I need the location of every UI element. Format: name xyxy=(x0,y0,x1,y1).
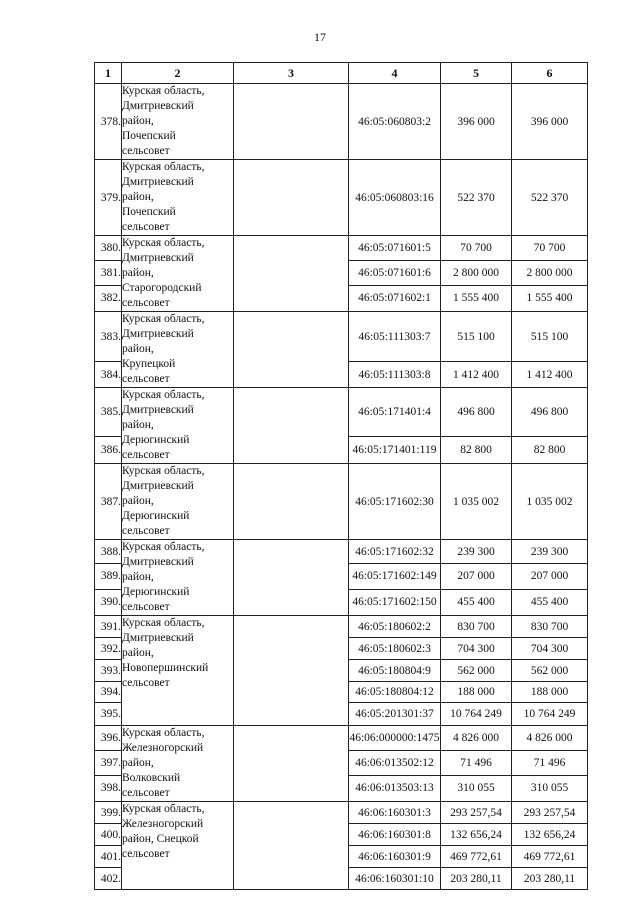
region-line: Курская область, xyxy=(122,727,205,739)
value-col-6: 562 000 xyxy=(512,660,588,682)
cadastral-number: 46:05:111303:8 xyxy=(349,362,441,388)
region-line: Курская область, xyxy=(122,237,205,249)
value-col-5: 207 000 xyxy=(441,564,512,589)
region-line: Курская область, xyxy=(122,617,205,629)
column-3-cell xyxy=(234,312,349,388)
column-3-cell xyxy=(234,160,349,236)
region-line: район, xyxy=(122,343,154,355)
value-col-6: 1 555 400 xyxy=(512,285,588,311)
value-col-6: 469 772,61 xyxy=(512,846,588,868)
header-col-6: 6 xyxy=(512,63,588,84)
region-line: сельсовет xyxy=(122,449,170,461)
region-line: Курская область, xyxy=(122,541,205,553)
value-col-5: 70 700 xyxy=(441,236,512,261)
value-col-5: 396 000 xyxy=(441,84,512,160)
table-body xyxy=(95,84,588,890)
row-number: 386. xyxy=(95,436,122,463)
cadastral-number: 46:06:160301:8 xyxy=(349,824,441,846)
table-header-row xyxy=(95,63,588,84)
region-cell xyxy=(122,802,234,890)
column-3-cell xyxy=(234,464,349,540)
cadastral-number: 46:05:201301:37 xyxy=(349,703,441,726)
cadastral-number: 46:05:111303:7 xyxy=(349,312,441,362)
table-row xyxy=(95,616,588,638)
row-number: 390. xyxy=(95,589,122,616)
value-col-5: 1 035 002 xyxy=(441,464,512,540)
column-3-cell xyxy=(234,726,349,802)
value-col-5: 496 800 xyxy=(441,388,512,437)
region-line: Курская область, xyxy=(122,85,205,97)
region-line: сельсовет xyxy=(122,787,170,799)
cadastral-number: 46:06:160301:9 xyxy=(349,846,441,868)
column-3-cell xyxy=(234,236,349,312)
table-row xyxy=(95,312,588,362)
value-col-6: 239 300 xyxy=(512,540,588,564)
region-line: Курская область, xyxy=(122,465,205,477)
region-line: Дмитриевский xyxy=(122,556,194,568)
region-line: Дерюгинский xyxy=(122,434,190,446)
region-cell xyxy=(122,84,234,160)
row-number: 391. xyxy=(95,616,122,638)
region-line: Дмитриевский xyxy=(122,404,194,416)
region-line: район, xyxy=(122,191,154,203)
value-col-5: 522 370 xyxy=(441,160,512,236)
value-col-6: 203 280,11 xyxy=(512,868,588,890)
row-number: 401. xyxy=(95,846,122,868)
table-row xyxy=(95,464,588,540)
region-line: Дмитриевский xyxy=(122,480,194,492)
table-row xyxy=(95,236,588,261)
cadastral-number: 46:05:171602:149 xyxy=(349,564,441,589)
region-line: Дерюгинский xyxy=(122,586,190,598)
row-number: 380. xyxy=(95,236,122,261)
region-line: Дмитриевский xyxy=(122,176,194,188)
value-col-5: 830 700 xyxy=(441,616,512,638)
region-line: район, xyxy=(122,571,154,583)
cadastral-number: 46:05:171602:150 xyxy=(349,589,441,616)
cadastral-number: 46:06:160301:3 xyxy=(349,802,441,824)
region-line: сельсовет xyxy=(122,297,170,309)
row-number: 399. xyxy=(95,802,122,824)
value-col-6: 522 370 xyxy=(512,160,588,236)
land-parcel-table xyxy=(94,62,588,890)
table-row xyxy=(95,160,588,236)
region-line: Курская область, xyxy=(122,161,205,173)
cadastral-number: 46:05:180804:12 xyxy=(349,682,441,703)
region-line: район, xyxy=(122,757,154,769)
value-col-5: 310 055 xyxy=(441,775,512,802)
region-line: район, xyxy=(122,419,154,431)
cadastral-number: 46:05:071602:1 xyxy=(349,285,441,311)
row-number: 382. xyxy=(95,285,122,311)
region-line: Волковский xyxy=(122,772,181,784)
row-number: 385. xyxy=(95,388,122,437)
value-col-5: 469 772,61 xyxy=(441,846,512,868)
cadastral-number: 46:05:171401:4 xyxy=(349,388,441,437)
value-col-6: 496 800 xyxy=(512,388,588,437)
value-col-6: 132 656,24 xyxy=(512,824,588,846)
value-col-5: 132 656,24 xyxy=(441,824,512,846)
header-col-5: 5 xyxy=(441,63,512,84)
region-line: Дмитриевский xyxy=(122,252,194,264)
region-cell xyxy=(122,312,234,388)
value-col-6: 515 100 xyxy=(512,312,588,362)
page-number: 17 xyxy=(314,30,326,44)
row-number: 383. xyxy=(95,312,122,362)
table-row xyxy=(95,540,588,564)
region-line: район, xyxy=(122,495,154,507)
region-line: Дмитриевский xyxy=(122,632,194,644)
region-line: Старогородский xyxy=(122,282,202,294)
value-col-5: 293 257,54 xyxy=(441,802,512,824)
column-3-cell xyxy=(234,802,349,890)
value-col-6: 293 257,54 xyxy=(512,802,588,824)
row-number: 381. xyxy=(95,261,122,285)
value-col-6: 455 400 xyxy=(512,589,588,616)
region-line: Почепский xyxy=(122,206,176,218)
header-col-2: 2 xyxy=(122,63,234,84)
region-cell xyxy=(122,236,234,312)
value-col-6: 310 055 xyxy=(512,775,588,802)
table-row xyxy=(95,388,588,437)
value-col-5: 515 100 xyxy=(441,312,512,362)
value-col-6: 71 496 xyxy=(512,751,588,775)
region-line: Новопершинский xyxy=(122,662,209,674)
cadastral-number: 46:05:071601:6 xyxy=(349,261,441,285)
region-line: Почепский xyxy=(122,130,176,142)
cadastral-number: 46:05:171602:30 xyxy=(349,464,441,540)
region-cell xyxy=(122,388,234,464)
cadastral-number: 46:05:071601:5 xyxy=(349,236,441,261)
region-line: район, xyxy=(122,267,154,279)
value-col-5: 455 400 xyxy=(441,589,512,616)
value-col-6: 70 700 xyxy=(512,236,588,261)
region-line: сельсовет xyxy=(122,601,170,613)
region-line: Дмитриевский xyxy=(122,100,194,112)
region-cell xyxy=(122,464,234,540)
cadastral-number: 46:06:013503:13 xyxy=(349,775,441,802)
value-col-5: 82 800 xyxy=(441,436,512,463)
row-number: 389. xyxy=(95,564,122,589)
region-line: сельсовет xyxy=(122,373,170,385)
table-row xyxy=(95,802,588,824)
row-number: 395. xyxy=(95,703,122,726)
row-number: 396. xyxy=(95,726,122,751)
cadastral-number: 46:06:000000:1475 xyxy=(349,726,441,751)
column-3-cell xyxy=(234,388,349,464)
cadastral-number: 46:05:171401:119 xyxy=(349,436,441,463)
region-line: Дерюгинский xyxy=(122,510,190,522)
header-col-3: 3 xyxy=(234,63,349,84)
region-line: Курская область, xyxy=(122,313,205,325)
value-col-6: 1 035 002 xyxy=(512,464,588,540)
row-number: 398. xyxy=(95,775,122,802)
row-number: 384. xyxy=(95,362,122,388)
region-line: район, xyxy=(122,115,154,127)
cadastral-number: 46:05:060803:16 xyxy=(349,160,441,236)
region-line: сельсовет xyxy=(122,848,170,860)
region-cell xyxy=(122,540,234,616)
value-col-6: 207 000 xyxy=(512,564,588,589)
region-cell xyxy=(122,726,234,802)
table-row xyxy=(95,726,588,751)
value-col-6: 2 800 000 xyxy=(512,261,588,285)
row-number: 378. xyxy=(95,84,122,160)
cadastral-number: 46:06:160301:10 xyxy=(349,868,441,890)
value-col-6: 704 300 xyxy=(512,638,588,660)
value-col-6: 82 800 xyxy=(512,436,588,463)
region-line: сельсовет xyxy=(122,525,170,537)
row-number: 394. xyxy=(95,682,122,703)
value-col-5: 1 412 400 xyxy=(441,362,512,388)
value-col-5: 562 000 xyxy=(441,660,512,682)
value-col-6: 188 000 xyxy=(512,682,588,703)
value-col-6: 396 000 xyxy=(512,84,588,160)
value-col-5: 1 555 400 xyxy=(441,285,512,311)
region-cell xyxy=(122,616,234,726)
value-col-5: 4 826 000 xyxy=(441,726,512,751)
row-number: 393. xyxy=(95,660,122,682)
value-col-5: 10 764 249 xyxy=(441,703,512,726)
region-line: Железногорский xyxy=(122,742,204,754)
value-col-5: 203 280,11 xyxy=(441,868,512,890)
cadastral-number: 46:05:180804:9 xyxy=(349,660,441,682)
header-col-1: 1 xyxy=(95,63,122,84)
region-line: Крупецкой xyxy=(122,358,176,370)
cadastral-number: 46:06:013502:12 xyxy=(349,751,441,775)
region-line: сельсовет xyxy=(122,221,170,233)
row-number: 397. xyxy=(95,751,122,775)
value-col-5: 239 300 xyxy=(441,540,512,564)
column-3-cell xyxy=(234,540,349,616)
value-col-5: 188 000 xyxy=(441,682,512,703)
region-line: сельсовет xyxy=(122,677,170,689)
row-number: 387. xyxy=(95,464,122,540)
row-number: 402. xyxy=(95,868,122,890)
row-number: 392. xyxy=(95,638,122,660)
region-line: сельсовет xyxy=(122,145,170,157)
value-col-6: 10 764 249 xyxy=(512,703,588,726)
value-col-5: 2 800 000 xyxy=(441,261,512,285)
region-line: Дмитриевский xyxy=(122,328,194,340)
value-col-5: 71 496 xyxy=(441,751,512,775)
value-col-6: 830 700 xyxy=(512,616,588,638)
header-col-4: 4 xyxy=(349,63,441,84)
row-number: 379. xyxy=(95,160,122,236)
value-col-6: 4 826 000 xyxy=(512,726,588,751)
cadastral-number: 46:05:180602:2 xyxy=(349,616,441,638)
row-number: 388. xyxy=(95,540,122,564)
region-line: Курская область, xyxy=(122,803,205,815)
cadastral-number: 46:05:171602:32 xyxy=(349,540,441,564)
value-col-5: 704 300 xyxy=(441,638,512,660)
region-line: Курская область, xyxy=(122,389,205,401)
cadastral-number: 46:05:060803:2 xyxy=(349,84,441,160)
cadastral-number: 46:05:180602:3 xyxy=(349,638,441,660)
value-col-6: 1 412 400 xyxy=(512,362,588,388)
region-cell xyxy=(122,160,234,236)
column-3-cell xyxy=(234,84,349,160)
column-3-cell xyxy=(234,616,349,726)
table-row xyxy=(95,84,588,160)
row-number: 400. xyxy=(95,824,122,846)
region-line: Железногорский xyxy=(122,818,204,830)
region-line: район, Снецкой xyxy=(122,833,199,845)
region-line: район, xyxy=(122,647,154,659)
